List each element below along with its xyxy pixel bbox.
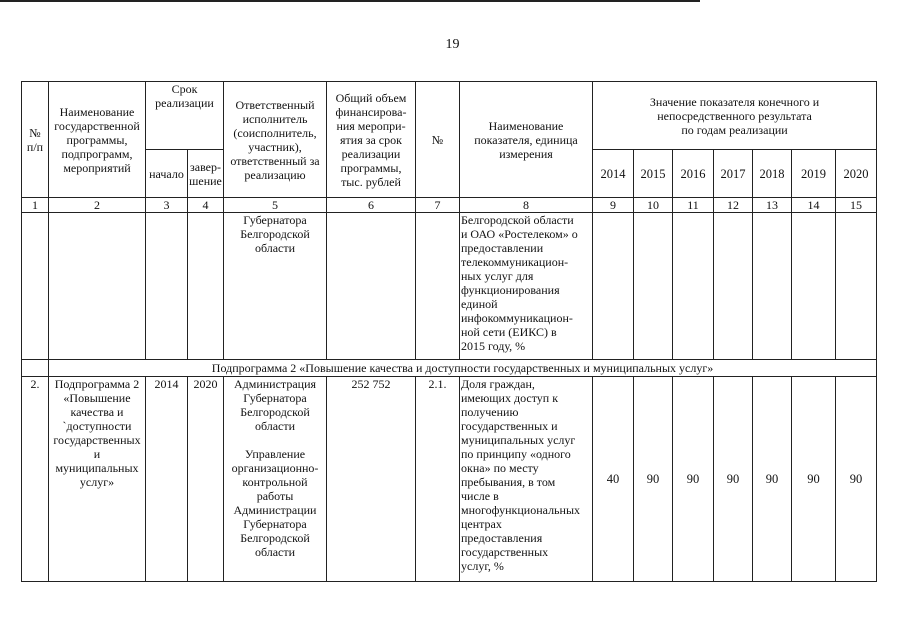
header-year: 2014 — [593, 150, 634, 198]
subprogram-row — [22, 360, 877, 377]
subprogram-title: Подпрограмма 2 «Повышение качества и доступности государственных и муниципальных услуг» — [49, 360, 877, 377]
program-table — [21, 81, 877, 582]
header-year: 2015 — [634, 150, 673, 198]
indicator-value: 90 — [753, 377, 792, 582]
column-number-row — [22, 198, 877, 213]
header-year: 2019 — [792, 150, 836, 198]
column-number: 7 — [416, 198, 460, 213]
continuation-indicator: Белгородской области и ОАО «Ростелеком» о предоставлении телекоммуникацион- ных услуг для функционирования единой инфокоммуникацион- ной сети (ЕИКС) в 2015 году, % — [460, 213, 593, 360]
header-period: Срок реализации — [146, 82, 224, 150]
header-indicator-values: Значение показателя конечного и непосредственного результата по годам реализации — [593, 82, 877, 150]
continuation-row — [22, 213, 877, 360]
column-number: 2 — [49, 198, 146, 213]
row-number: 2. — [22, 377, 49, 582]
column-number: 9 — [593, 198, 634, 213]
indicator-value: 90 — [714, 377, 753, 582]
header-end: завер- шение — [188, 150, 224, 198]
column-number: 6 — [327, 198, 416, 213]
executor: Администрация Губернатора Белгородской области Управление организационно- контрольной работы Администрации Губернатора Белгородской области — [224, 377, 327, 582]
header-indicator-name: Наименование показателя, единица измерения — [460, 82, 593, 198]
header-start: начало — [146, 150, 188, 198]
indicator-value: 40 — [593, 377, 634, 582]
column-number: 12 — [714, 198, 753, 213]
header-year: 2017 — [714, 150, 753, 198]
column-number: 1 — [22, 198, 49, 213]
indicator-number: 2.1. — [416, 377, 460, 582]
page-number: 19 — [445, 37, 460, 52]
header-funding: Общий объем финансирова- ния меропри- ятия за срок реализации программы, тыс. рублей — [327, 82, 416, 198]
continuation-executor: Губернатора Белгородской области — [224, 213, 327, 360]
column-number: 14 — [792, 198, 836, 213]
header-year: 2016 — [673, 150, 714, 198]
column-number: 3 — [146, 198, 188, 213]
column-number: 15 — [836, 198, 877, 213]
column-number: 11 — [673, 198, 714, 213]
header-year: 2018 — [753, 150, 792, 198]
column-number: 13 — [753, 198, 792, 213]
program-name: Подпрограмма 2 «Повышение качества и `доступности государственных и муниципальных услуг» — [49, 377, 146, 582]
indicator-name: Доля граждан, имеющих доступ к получению государственных и муниципальных услуг по принципу «одного окна» по месту пребывания, в том числе в многофункциональных центрах предоставления государственных услуг, % — [460, 377, 593, 582]
header-indicator-number: № — [416, 82, 460, 198]
column-number: 5 — [224, 198, 327, 213]
indicator-value: 90 — [634, 377, 673, 582]
header-row-number: № п/п — [22, 82, 49, 198]
column-number: 10 — [634, 198, 673, 213]
header-executor: Ответственный исполнитель (соисполнитель, участник), ответственный за реализацию — [224, 82, 327, 198]
column-number: 4 — [188, 198, 224, 213]
end-year: 2020 — [188, 377, 224, 582]
indicator-value: 90 — [836, 377, 877, 582]
header-program-name: Наименование государственной программы, подпрограмм, мероприятий — [49, 82, 146, 198]
start-year: 2014 — [146, 377, 188, 582]
top-rule — [0, 0, 700, 2]
indicator-value: 90 — [792, 377, 836, 582]
column-number: 8 — [460, 198, 593, 213]
table-row — [22, 377, 877, 582]
header-year: 2020 — [836, 150, 877, 198]
funding-amount: 252 752 — [327, 377, 416, 582]
indicator-value: 90 — [673, 377, 714, 582]
